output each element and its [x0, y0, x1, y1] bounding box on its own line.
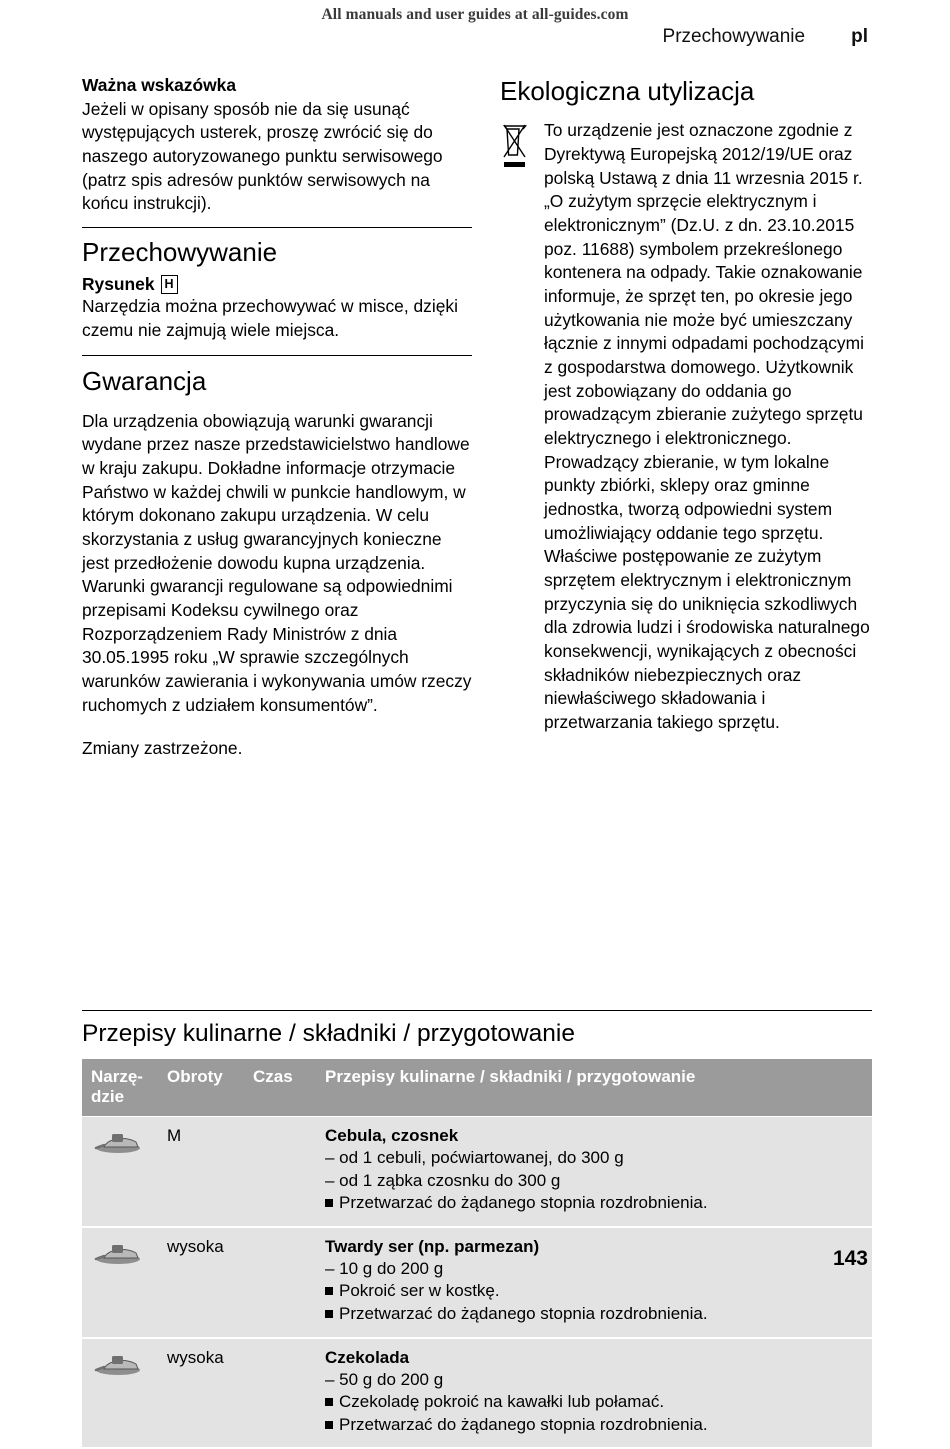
recipes-table — [82, 1059, 872, 1449]
bullet-square-icon — [325, 1398, 333, 1406]
page-number: 143 — [832, 1247, 868, 1270]
column-header-speed: Obroty — [158, 1059, 244, 1117]
table-row — [82, 1338, 872, 1449]
table-header-row — [82, 1059, 872, 1117]
figure-label: Rysunek — [82, 274, 155, 295]
row-speed: M — [158, 1117, 244, 1227]
warranty-paragraph: Dla urządzenia obowiązują warunki gwarancji wydane przez nasze przedstawicielstwo handlowe w kraju zakupu. Dokładne informacje otrzymacie Państwo w każdej chwili w punkcie handlowym, w którym dokonano zakupu urządzenia. W celu skorzystania z usług gwarancyjnych konieczne jest przedłożenie dowodu kupna urządzenia. Warunki gwarancji regulowane są odpowiednimi przepisami Kodeksu cywilnego oraz Rozporządzeniem Rady Ministrów z dnia 30.05.1995 roku „W sprawie szczególnych warunków zawierania i wykonywania umów rzeczy ruchomych z udziałem konsumentów”. — [82, 410, 472, 715]
recipes-divider — [82, 1010, 872, 1011]
eco-disposal-block — [500, 119, 872, 734]
recipe-line: – od 1 ząbka czosnku do 300 g — [325, 1170, 561, 1190]
figure-reference — [82, 274, 472, 295]
storage-body: Narzędzia można przechowywać w misce, dzięki czemu nie zajmują wiele miejsca. — [82, 296, 458, 340]
recipe-title: Twardy ser (np. parmezan) — [325, 1236, 540, 1256]
eco-disposal-heading: Ekologiczna utylizacja — [500, 76, 755, 106]
eco-disposal-body: To urządzenie jest oznaczone zgodnie z Dyrektywą Europejską 2012/19/UE oraz polską Ustawą z dnia 11 wrzesnia 2015 r. „O zużytym sprzęcie elektrycznym i elektronicznym” (Dz.U. z dn. 23.10.2015 poz. 11688) symbolem przekreślonego kontenera na odpady. Takie oznakowanie informuje, że sprzęt ten, po okresie jego użytkowania nie może być umieszczany łącznie z innymi odpadami pochodzącymi z gospodarstwa domowego. Użytkownik jest zobowiązany do oddania go prowadzącym zbieranie zużytego sprzętu elektrycznego i elektronicznego. Prowadzący zbieranie, w tym lokalne punkty zbiórki, sklepy oraz gminne jednostka, tworzą odpowiedni system umożliwiający oddanie tego sprzętu. Właściwe postępowanie ze zużytym sprzętem elektrycznym i elektronicznym przyczynia się do uniknięcia szkodliwych dla zdrowia ludzi i środowiska naturalnego konsekwencji, wynikających z obecności składników niebezpiecznych oraz niewłaściwego składowania i przetwarzania takiego sprzętu. — [544, 120, 870, 732]
left-column — [82, 74, 472, 761]
recipe-bullet-text: Przetwarzać do żądanego stopnia rozdrobnienia. — [339, 1304, 708, 1324]
recipe-bullet — [325, 1414, 863, 1437]
important-note-title: Ważna wskazówka — [82, 75, 236, 95]
row-description — [316, 1227, 872, 1338]
recipe-bullet — [325, 1391, 863, 1414]
recipe-line: – 10 g do 200 g — [325, 1258, 444, 1278]
recipes-title: Przepisy kulinarne / składniki / przygotowanie — [82, 1020, 575, 1047]
table-row — [82, 1227, 872, 1338]
recipe-bullet-text: Czekoladę pokroić na kawałki lub połamać. — [339, 1392, 665, 1412]
recipe-bullet — [325, 1303, 863, 1326]
recipe-bullet-text: Pokroić ser w kostkę. — [339, 1281, 500, 1301]
crossed-out-wheelie-bin-icon — [500, 119, 530, 734]
bullet-square-icon — [325, 1287, 333, 1295]
column-header-tool: Narzę-dzie — [82, 1059, 158, 1117]
warranty-heading: Gwarancja — [82, 365, 207, 396]
recipe-line: – 50 g do 200 g — [325, 1369, 444, 1389]
row-description — [316, 1117, 872, 1227]
recipe-line: – od 1 cebuli, poćwiartowanej, do 300 g — [325, 1148, 624, 1167]
recipes-section — [82, 1010, 872, 1449]
recipe-bullet-text: Przetwarzać do żądanego stopnia rozdrobnienia. — [339, 1414, 708, 1434]
header-language-code: pl — [851, 26, 868, 47]
row-speed: wysoka — [158, 1227, 244, 1338]
row-speed: wysoka — [158, 1338, 244, 1449]
table-row — [82, 1117, 872, 1227]
right-column — [500, 74, 872, 735]
row-time — [244, 1338, 316, 1449]
header-section-title: Przechowywanie — [662, 26, 806, 47]
row-time — [244, 1227, 316, 1338]
recipe-bullet-text: Przetwarzać do żądanego stopnia rozdrobnienia. — [339, 1193, 708, 1213]
recipe-bullet — [325, 1280, 863, 1303]
column-header-time: Czas — [244, 1059, 316, 1117]
watermark-text: All manuals and user guides at all-guides.com — [321, 6, 629, 23]
bullet-square-icon — [325, 1199, 333, 1207]
important-note-body: Jeżeli w opisany sposób nie da się usunąć występujących usterek, proszę zwrócić się do naszego autoryzowanego punktu serwisowego (patrz spis adresów punktów serwisowych na końcu instrukcji). — [82, 98, 443, 214]
storage-heading: Przechowywanie — [82, 237, 278, 268]
running-header — [663, 26, 868, 48]
row-time — [244, 1117, 316, 1227]
section-divider-storage — [82, 227, 472, 228]
column-header-description: Przepisy kulinarne / składniki / przygotowanie — [316, 1059, 872, 1117]
figure-glyph-icon: H — [161, 275, 178, 294]
row-description — [316, 1338, 872, 1449]
warranty-changes-note: Zmiany zastrzeżone. — [82, 738, 243, 759]
chopping-blade-icon — [82, 1338, 158, 1449]
bullet-square-icon — [325, 1310, 333, 1318]
chopping-blade-icon — [82, 1227, 158, 1338]
recipe-bullet — [325, 1192, 863, 1215]
recipe-title: Cebula, czosnek — [325, 1126, 459, 1145]
section-divider-warranty — [82, 355, 472, 356]
recipe-title: Czekolada — [325, 1347, 410, 1367]
bullet-square-icon — [325, 1421, 333, 1429]
chopping-blade-icon — [82, 1117, 158, 1227]
